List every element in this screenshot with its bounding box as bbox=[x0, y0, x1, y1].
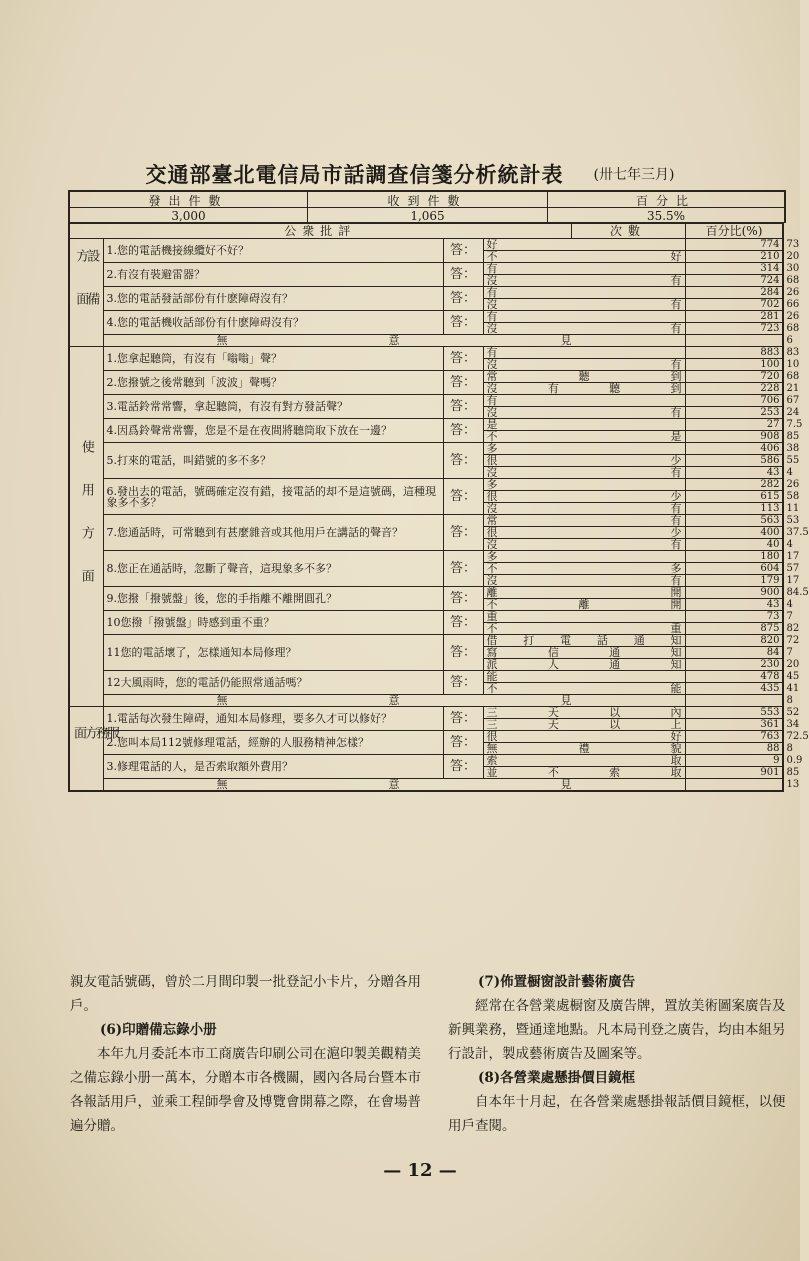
table-row: 不是 908 85 bbox=[69, 431, 783, 443]
option-label: 很少 bbox=[483, 527, 685, 539]
option-count: 724 bbox=[685, 275, 783, 287]
option-count: 73 bbox=[685, 611, 783, 623]
table-row: 沒有 100 10 bbox=[69, 359, 783, 371]
question-text: 3.電話鈴常常響，拿起聽筒，有沒有對方發話聲？ bbox=[103, 395, 443, 419]
option-count: 284 bbox=[685, 287, 783, 299]
question-text: 1.電話每次發生障碍，通知本局修理，要多久才可以修好？ bbox=[103, 707, 443, 731]
option-label: 沒有 bbox=[483, 539, 685, 551]
table-row: 不離開 43 4 bbox=[69, 599, 783, 611]
no-opinion-char: 意 bbox=[388, 334, 400, 347]
summary-header-percent: 百分比 bbox=[635, 194, 696, 208]
option-label: 不是 bbox=[483, 431, 685, 443]
table-header-row bbox=[69, 223, 783, 239]
section-label-text: 設備方面 bbox=[73, 248, 100, 335]
question-text: 1.您的電話機接線纜好不好？ bbox=[103, 239, 443, 263]
option-label: 好 bbox=[483, 239, 685, 251]
table-row: 很少 586 55 bbox=[69, 455, 783, 467]
no-opinion-char: 見 bbox=[560, 334, 572, 347]
option-count: 43 bbox=[685, 599, 783, 611]
table-row: 沒有 723 68 bbox=[69, 323, 783, 335]
table-row: 5.打來的電話，叫錯號的多不多？ 答： 多 406 38 bbox=[69, 443, 783, 455]
table-row: 12大風雨時，您的電話仍能照常通話嗎？ 答： 能 478 45 bbox=[69, 671, 783, 683]
option-count: 706 bbox=[685, 395, 783, 407]
option-label: 無禮貌 bbox=[483, 743, 685, 755]
section-label bbox=[69, 707, 119, 792]
summary-value-sent: 3,000 bbox=[70, 208, 308, 223]
table-title-row bbox=[60, 160, 760, 188]
right-paragraph-1: 經常在各營業處橱窗及廣告牌，置放美術圖案廣告及新興業務，暨通達地點。凡本局刊登之廣告，均由本組另行設計，製成藝術廣告及圖案等。 bbox=[448, 998, 786, 1062]
option-label: 常有 bbox=[483, 515, 685, 527]
option-count: 179 bbox=[685, 575, 783, 587]
answer-label: 答： bbox=[443, 347, 483, 371]
option-count: 908 bbox=[685, 431, 783, 443]
table-row: 8.您正在通話時，忽斷了聲音，這現象多不多？ 答： 多 180 17 bbox=[69, 551, 783, 563]
option-label: 三天以內 bbox=[483, 707, 685, 719]
option-label: 三天以上 bbox=[483, 719, 685, 731]
option-label: 多 bbox=[483, 551, 685, 563]
option-count: 875 bbox=[685, 623, 783, 635]
option-label: 寫信通知 bbox=[483, 647, 685, 659]
question-text: 9.您撥「撥號盤」後，您的手指離不離開圓孔？ bbox=[103, 587, 443, 611]
option-count: 230 bbox=[685, 659, 783, 671]
option-count: 400 bbox=[685, 527, 783, 539]
table-row: 很少 400 37.5 bbox=[69, 527, 783, 539]
option-count: 314 bbox=[685, 263, 783, 275]
no-opinion-label-wrap bbox=[107, 335, 682, 346]
summary-value-received: 1,065 bbox=[308, 208, 548, 223]
option-count: 253 bbox=[685, 407, 783, 419]
question-text: 10您撥「撥號盤」時感到重不重？ bbox=[103, 611, 443, 635]
option-label: 多 bbox=[483, 479, 685, 491]
no-opinion-row: 無 意 見 8 bbox=[69, 695, 783, 707]
table-row: 三天以上 361 34 bbox=[69, 719, 783, 731]
option-count: 228 bbox=[685, 383, 783, 395]
question-text: 2.有沒有裝避雷器？ bbox=[103, 263, 443, 287]
answer-label: 答： bbox=[443, 419, 483, 443]
option-label: 沒有 bbox=[483, 323, 685, 335]
option-label: 不重 bbox=[483, 623, 685, 635]
no-opinion-label-wrap bbox=[107, 695, 682, 706]
table-row: 沒有 702 66 bbox=[69, 299, 783, 311]
option-label: 重 bbox=[483, 611, 685, 623]
option-label: 沒有 bbox=[483, 407, 685, 419]
option-label: 沒有 bbox=[483, 467, 685, 479]
left-heading: (6)印贈備忘錄小册 bbox=[100, 1022, 217, 1038]
answer-label: 答： bbox=[443, 755, 483, 779]
question-text: 12大風雨時，您的電話仍能照常通話嗎？ bbox=[103, 671, 443, 695]
table-row: 不能 435 41 bbox=[69, 683, 783, 695]
summary-header-sent: 發出件數 bbox=[70, 192, 308, 209]
option-label: 並不索取 bbox=[483, 767, 685, 779]
table-row: 派人通知 230 20 bbox=[69, 659, 783, 671]
answer-label: 答： bbox=[443, 395, 483, 419]
header-count: 次數 bbox=[571, 223, 685, 239]
no-opinion-char: 無 bbox=[216, 334, 228, 347]
table-row: 9.您撥「撥號盤」後，您的手指離不離開圓孔？ 答： 離開 900 84.5 bbox=[69, 587, 783, 599]
table-row: 7.您通話時，可常聽到有甚麼雜音或其他用戶在講話的聲音？ 答： 常有 563 53 bbox=[69, 515, 783, 527]
option-label: 有 bbox=[483, 287, 685, 299]
option-label: 很少 bbox=[483, 455, 685, 467]
no-opinion-label bbox=[103, 695, 685, 707]
left-intro-paragraph: 親友電話號碼，曾於二月間印製一批登記小卡片，分贈各用戶。 bbox=[70, 974, 421, 1014]
option-count: 820 bbox=[685, 635, 783, 647]
table-row: 不好 210 20 bbox=[69, 251, 783, 263]
table-row: 沒有 253 24 bbox=[69, 407, 783, 419]
option-count: 282 bbox=[685, 479, 783, 491]
option-label: 有 bbox=[483, 395, 685, 407]
table-row: 不多 604 57 bbox=[69, 563, 783, 575]
section-label bbox=[69, 347, 103, 707]
right-heading-2: (8)各營業處懸掛價目鏡框 bbox=[478, 1070, 636, 1086]
question-text: 6.發出去的電話，號碼確定沒有錯，接電話的却不是這號碼，這種現象多不多？ bbox=[103, 479, 443, 515]
option-count: 586 bbox=[685, 455, 783, 467]
right-text-column bbox=[448, 970, 788, 1138]
option-count: 281 bbox=[685, 311, 783, 323]
summary-value-row bbox=[70, 208, 784, 223]
option-count: 900 bbox=[685, 587, 783, 599]
option-label: 有 bbox=[483, 347, 685, 359]
table-row: 6.發出去的電話，號碼確定沒有錯，接電話的却不是這號碼，這種現象多不多？ 答： 多 282 26 bbox=[69, 479, 783, 491]
table-row: 3.修理電話的人，是否索取額外費用？ 答： 索取 9 0.9 bbox=[69, 755, 783, 767]
summary-header-received: 收到件數 bbox=[308, 192, 548, 209]
option-count: 553 bbox=[685, 707, 783, 719]
table-row: 3.您的電話發話部份有什麽障碍沒有？ 答： 有 284 26 bbox=[69, 287, 783, 299]
option-label: 多 bbox=[483, 443, 685, 455]
section-label-text: 使用方面 bbox=[78, 439, 94, 612]
table-row: 沒有 43 4 bbox=[69, 467, 783, 479]
answer-label: 答： bbox=[443, 635, 483, 671]
option-label: 很少 bbox=[483, 491, 685, 503]
table-row: 沒有聽到 228 21 bbox=[69, 383, 783, 395]
table-row: 沒有 40 4 bbox=[69, 539, 783, 551]
option-count: 774 bbox=[685, 239, 783, 251]
table-row: 設備方面 1.您的電話機接線纜好不好？ 答： 好 774 73 bbox=[69, 239, 783, 251]
option-count: 9 bbox=[685, 755, 783, 767]
table-row: 很少 615 58 bbox=[69, 491, 783, 503]
right-paragraph-2: 自本年十月起，在各營業處懸掛報話價目鏡框，以便用戶查閱。 bbox=[448, 1094, 786, 1134]
summary-value-percent: 35.5% bbox=[646, 208, 686, 223]
option-label: 不能 bbox=[483, 683, 685, 695]
option-count: 723 bbox=[685, 323, 783, 335]
option-count: 210 bbox=[685, 251, 783, 263]
option-label: 是 bbox=[483, 419, 685, 431]
table-row: 沒有 179 17 bbox=[69, 575, 783, 587]
table-row: 沒有 113 11 bbox=[69, 503, 783, 515]
option-count: 435 bbox=[685, 683, 783, 695]
option-label: 不離開 bbox=[483, 599, 685, 611]
option-count: 100 bbox=[685, 359, 783, 371]
left-text-column bbox=[70, 970, 430, 1138]
no-opinion-char: 意 bbox=[388, 778, 400, 791]
no-opinion-char: 無 bbox=[216, 778, 228, 791]
option-count: 27 bbox=[685, 419, 783, 431]
option-count: 84 bbox=[685, 647, 783, 659]
answer-label: 答： bbox=[443, 311, 483, 335]
option-count: 563 bbox=[685, 515, 783, 527]
table-row: 2.有沒有裝避雷器？ 答： 有 314 30 bbox=[69, 263, 783, 275]
answer-label: 答： bbox=[443, 263, 483, 287]
answer-label: 答： bbox=[443, 587, 483, 611]
table-date: (卅七年三月) bbox=[593, 167, 675, 183]
question-text: 8.您正在通話時，忽斷了聲音，這現象多不多？ bbox=[103, 551, 443, 587]
option-label: 很好 bbox=[483, 731, 685, 743]
no-opinion-char: 意 bbox=[388, 694, 400, 707]
summary-header-row bbox=[70, 192, 784, 208]
option-count: 113 bbox=[685, 503, 783, 515]
option-count: 604 bbox=[685, 563, 783, 575]
table-title: 交通部臺北電信局市話調查信箋分析統計表 bbox=[145, 162, 564, 187]
table-row: 並不索取 901 85 bbox=[69, 767, 783, 779]
table-row: 11您的電話壞了，怎樣通知本局修理？ 答： 借打電話通知 820 72 bbox=[69, 635, 783, 647]
option-count: 883 bbox=[685, 347, 783, 359]
answer-label: 答： bbox=[443, 731, 483, 755]
right-heading-1: (7)佈置橱窗設計藝術廣告 bbox=[478, 974, 636, 990]
table-row: 4.因爲鈴聲常常響，您是不是在夜間將聽筒取下放在一邊？ 答： 是 27 7.5 bbox=[69, 419, 783, 431]
option-label: 派人通知 bbox=[483, 659, 685, 671]
option-label: 不好 bbox=[483, 251, 685, 263]
no-opinion-label bbox=[103, 779, 685, 792]
table-row: 2.您撥號之後常聽到「波波」聲嗎？ 答： 常聽到 720 68 bbox=[69, 371, 783, 383]
answer-label: 答： bbox=[443, 239, 483, 263]
option-label: 借打電話通知 bbox=[483, 635, 685, 647]
option-label: 沒有 bbox=[483, 503, 685, 515]
option-count: 43 bbox=[685, 467, 783, 479]
answer-label: 答： bbox=[443, 671, 483, 695]
question-text: 1.您拿起聽筒，有沒有「嗡嗡」聲？ bbox=[103, 347, 443, 371]
answer-label: 答： bbox=[443, 515, 483, 551]
question-text: 7.您通話時，可常聽到有甚麼雜音或其他用戶在講話的聲音？ bbox=[103, 515, 443, 551]
question-text: 4.您的電話機收話部份有什麽障碍沒有？ bbox=[103, 311, 443, 335]
page-number: — 12 — bbox=[383, 1160, 457, 1181]
option-count: 478 bbox=[685, 671, 783, 683]
section-label-text: 服務方面 bbox=[71, 726, 119, 769]
option-label: 離開 bbox=[483, 587, 685, 599]
left-paragraph: 本年九月委託本市工商廣告印刷公司在滬印製美觀精美之備忘錄小册一萬本，分贈本市各機關，國內各局台暨本市各報話用戶，並乘工程師學會及博覽會開幕之際，在會場普遍分贈。 bbox=[70, 1046, 421, 1134]
question-text: 3.您的電話發話部份有什麽障碍沒有？ bbox=[103, 287, 443, 311]
no-opinion-row: 無 意 見 6 bbox=[69, 335, 783, 347]
table-row: 服務方面 1.電話每次發生障碍，通知本局修理，要多久才可以修好？ 答： 三天以內 553 52 bbox=[69, 707, 783, 719]
no-opinion-label bbox=[103, 335, 685, 347]
table-row: 3.電話鈴常常響，拿起聽筒，有沒有對方發話聲？ 答： 有 706 67 bbox=[69, 395, 783, 407]
no-opinion-count bbox=[685, 335, 783, 347]
table-row: 沒有 724 68 bbox=[69, 275, 783, 287]
option-label: 索取 bbox=[483, 755, 685, 767]
option-label: 沒有 bbox=[483, 275, 685, 287]
option-count: 180 bbox=[685, 551, 783, 563]
question-text: 5.打來的電話，叫錯號的多不多？ bbox=[103, 443, 443, 479]
option-label: 能 bbox=[483, 671, 685, 683]
answer-label: 答： bbox=[443, 707, 483, 731]
table-row: 4.您的電話機收話部份有什麽障碍沒有？ 答： 有 281 26 bbox=[69, 311, 783, 323]
option-count: 361 bbox=[685, 719, 783, 731]
table-row: 寫信通知 84 7 bbox=[69, 647, 783, 659]
option-label: 有 bbox=[483, 311, 685, 323]
statistics-table bbox=[68, 222, 809, 792]
no-opinion-count bbox=[685, 695, 783, 707]
option-label: 有 bbox=[483, 263, 685, 275]
answer-label: 答： bbox=[443, 443, 483, 479]
answer-label: 答： bbox=[443, 611, 483, 635]
option-label: 沒有聽到 bbox=[483, 383, 685, 395]
answer-label: 答： bbox=[443, 371, 483, 395]
answer-label: 答： bbox=[443, 551, 483, 587]
table-row: 10您撥「撥號盤」時感到重不重？ 答： 重 73 7 bbox=[69, 611, 783, 623]
table-row: 無禮貌 88 8 bbox=[69, 743, 783, 755]
answer-label: 答： bbox=[443, 479, 483, 515]
header-public-criticism: 公衆批評 bbox=[69, 223, 571, 239]
no-opinion-char: 見 bbox=[560, 778, 572, 791]
option-count: 901 bbox=[685, 767, 783, 779]
option-label: 沒有 bbox=[483, 575, 685, 587]
option-label: 常聽到 bbox=[483, 371, 685, 383]
table-row: 2.您叫本局112號修理電話，經辦的人服務精神怎樣？ 答： 很好 763 72.5 bbox=[69, 731, 783, 743]
option-count: 406 bbox=[685, 443, 783, 455]
option-label: 沒有 bbox=[483, 359, 685, 371]
no-opinion-label-wrap bbox=[107, 779, 682, 790]
question-text: 4.因爲鈴聲常常響，您是不是在夜間將聽筒取下放在一邊？ bbox=[103, 419, 443, 443]
summary-box bbox=[68, 190, 786, 223]
question-text: 3.修理電話的人，是否索取額外費用？ bbox=[103, 755, 443, 779]
header-percent: 百分比(%) bbox=[685, 223, 783, 239]
table-row: 使用方面 1.您拿起聽筒，有沒有「嗡嗡」聲？ 答： 有 883 83 bbox=[69, 347, 783, 359]
no-opinion-char: 見 bbox=[560, 694, 572, 707]
option-count: 720 bbox=[685, 371, 783, 383]
question-text: 2.您撥號之後常聽到「波波」聲嗎？ bbox=[103, 371, 443, 395]
option-count: 702 bbox=[685, 299, 783, 311]
option-count: 40 bbox=[685, 539, 783, 551]
answer-label: 答： bbox=[443, 287, 483, 311]
option-label: 不多 bbox=[483, 563, 685, 575]
section-label bbox=[69, 239, 103, 347]
option-count: 615 bbox=[685, 491, 783, 503]
table-row: 不重 875 82 bbox=[69, 623, 783, 635]
no-opinion-count bbox=[685, 779, 783, 792]
question-text: 2.您叫本局112號修理電話，經辦的人服務精神怎樣？ bbox=[103, 731, 443, 755]
option-count: 88 bbox=[685, 743, 783, 755]
option-count: 763 bbox=[685, 731, 783, 743]
option-label: 沒有 bbox=[483, 299, 685, 311]
question-text: 11您的電話壞了，怎樣通知本局修理？ bbox=[103, 635, 443, 671]
no-opinion-char: 無 bbox=[216, 694, 228, 707]
no-opinion-row: 無 意 見 13 bbox=[69, 779, 783, 792]
